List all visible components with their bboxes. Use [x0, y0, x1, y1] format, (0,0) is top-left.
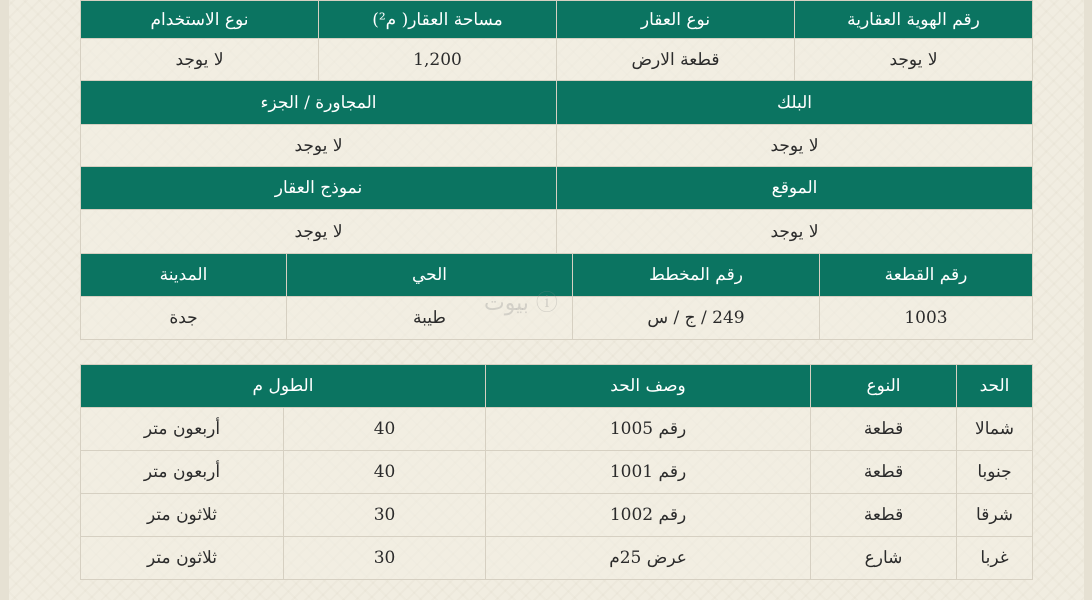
boundary-type: شارع	[811, 537, 957, 580]
boundary-length: 30	[284, 494, 486, 537]
boundary-length: 40	[284, 451, 486, 494]
value-district: طيبة	[287, 297, 573, 340]
header-block: البلك	[557, 81, 1033, 125]
table-row	[81, 408, 1033, 451]
header-plot-number: رقم القطعة	[820, 254, 1033, 297]
value-usage-type: لا يوجد	[81, 39, 319, 82]
boundary-length-text: ثلاثون متر	[81, 537, 284, 580]
header-boundary-type: النوع	[811, 365, 957, 408]
boundary-side: شمالا	[957, 408, 1033, 451]
table-row	[81, 210, 1033, 255]
header-location: الموقع	[557, 167, 1033, 210]
page-edge-right	[1084, 0, 1092, 600]
header-city: المدينة	[81, 254, 287, 297]
boundary-description: رقم 1002	[486, 494, 811, 537]
boundary-description: رقم 1001	[486, 451, 811, 494]
header-property-id: رقم الهوية العقارية	[795, 1, 1033, 39]
value-block: لا يوجد	[557, 125, 1033, 168]
boundary-type: قطعة	[811, 408, 957, 451]
property-info-table	[80, 0, 1033, 82]
boundary-side: جنوبا	[957, 451, 1033, 494]
boundary-length-text: أربعون متر	[81, 408, 284, 451]
location-table	[80, 166, 1033, 255]
value-neighborhood-part: لا يوجد	[81, 125, 557, 168]
value-city: جدة	[81, 297, 287, 340]
header-property-type: نوع العقار	[557, 1, 795, 39]
header-property-area: مساحة العقار( م²)	[319, 1, 557, 39]
watermark: بيوت ⓘ	[484, 291, 558, 316]
value-plot-number: 1003	[820, 297, 1033, 340]
block-table	[80, 80, 1033, 168]
boundary-length-text: ثلاثون متر	[81, 494, 284, 537]
header-neighborhood-part: المجاورة / الجزء	[81, 81, 557, 125]
value-property-id: لا يوجد	[795, 39, 1033, 82]
boundary-length: 30	[284, 537, 486, 580]
header-boundary-description: وصف الحد	[486, 365, 811, 408]
value-property-type: قطعة الارض	[557, 39, 795, 82]
boundary-type: قطعة	[811, 494, 957, 537]
table-row	[81, 125, 1033, 168]
table-header-row	[81, 1, 1033, 39]
boundary-side: غربا	[957, 537, 1033, 580]
table-row	[81, 39, 1033, 82]
header-district: الحي	[287, 254, 573, 297]
header-length: الطول م	[81, 365, 486, 408]
header-usage-type: نوع الاستخدام	[81, 1, 319, 39]
boundary-length-text: أربعون متر	[81, 451, 284, 494]
table-row	[81, 537, 1033, 580]
table-header-row	[81, 167, 1033, 210]
header-scheme-number: رقم المخطط	[573, 254, 820, 297]
table-header-row	[81, 365, 1033, 408]
header-boundary: الحد	[957, 365, 1033, 408]
boundary-type: قطعة	[811, 451, 957, 494]
boundary-length: 40	[284, 408, 486, 451]
value-scheme-number: 249 / ج / س	[573, 297, 820, 340]
boundary-description: رقم 1005	[486, 408, 811, 451]
boundaries-table	[80, 364, 1033, 580]
boundary-description: عرض 25م	[486, 537, 811, 580]
page-edge-left	[0, 0, 9, 600]
header-property-model: نموذج العقار	[81, 167, 557, 210]
table-row	[81, 494, 1033, 537]
value-property-model: لا يوجد	[81, 210, 557, 255]
boundary-side: شرقا	[957, 494, 1033, 537]
table-row	[81, 451, 1033, 494]
value-property-area: 1,200	[319, 39, 557, 82]
table-header-row	[81, 81, 1033, 125]
value-location: لا يوجد	[557, 210, 1033, 255]
